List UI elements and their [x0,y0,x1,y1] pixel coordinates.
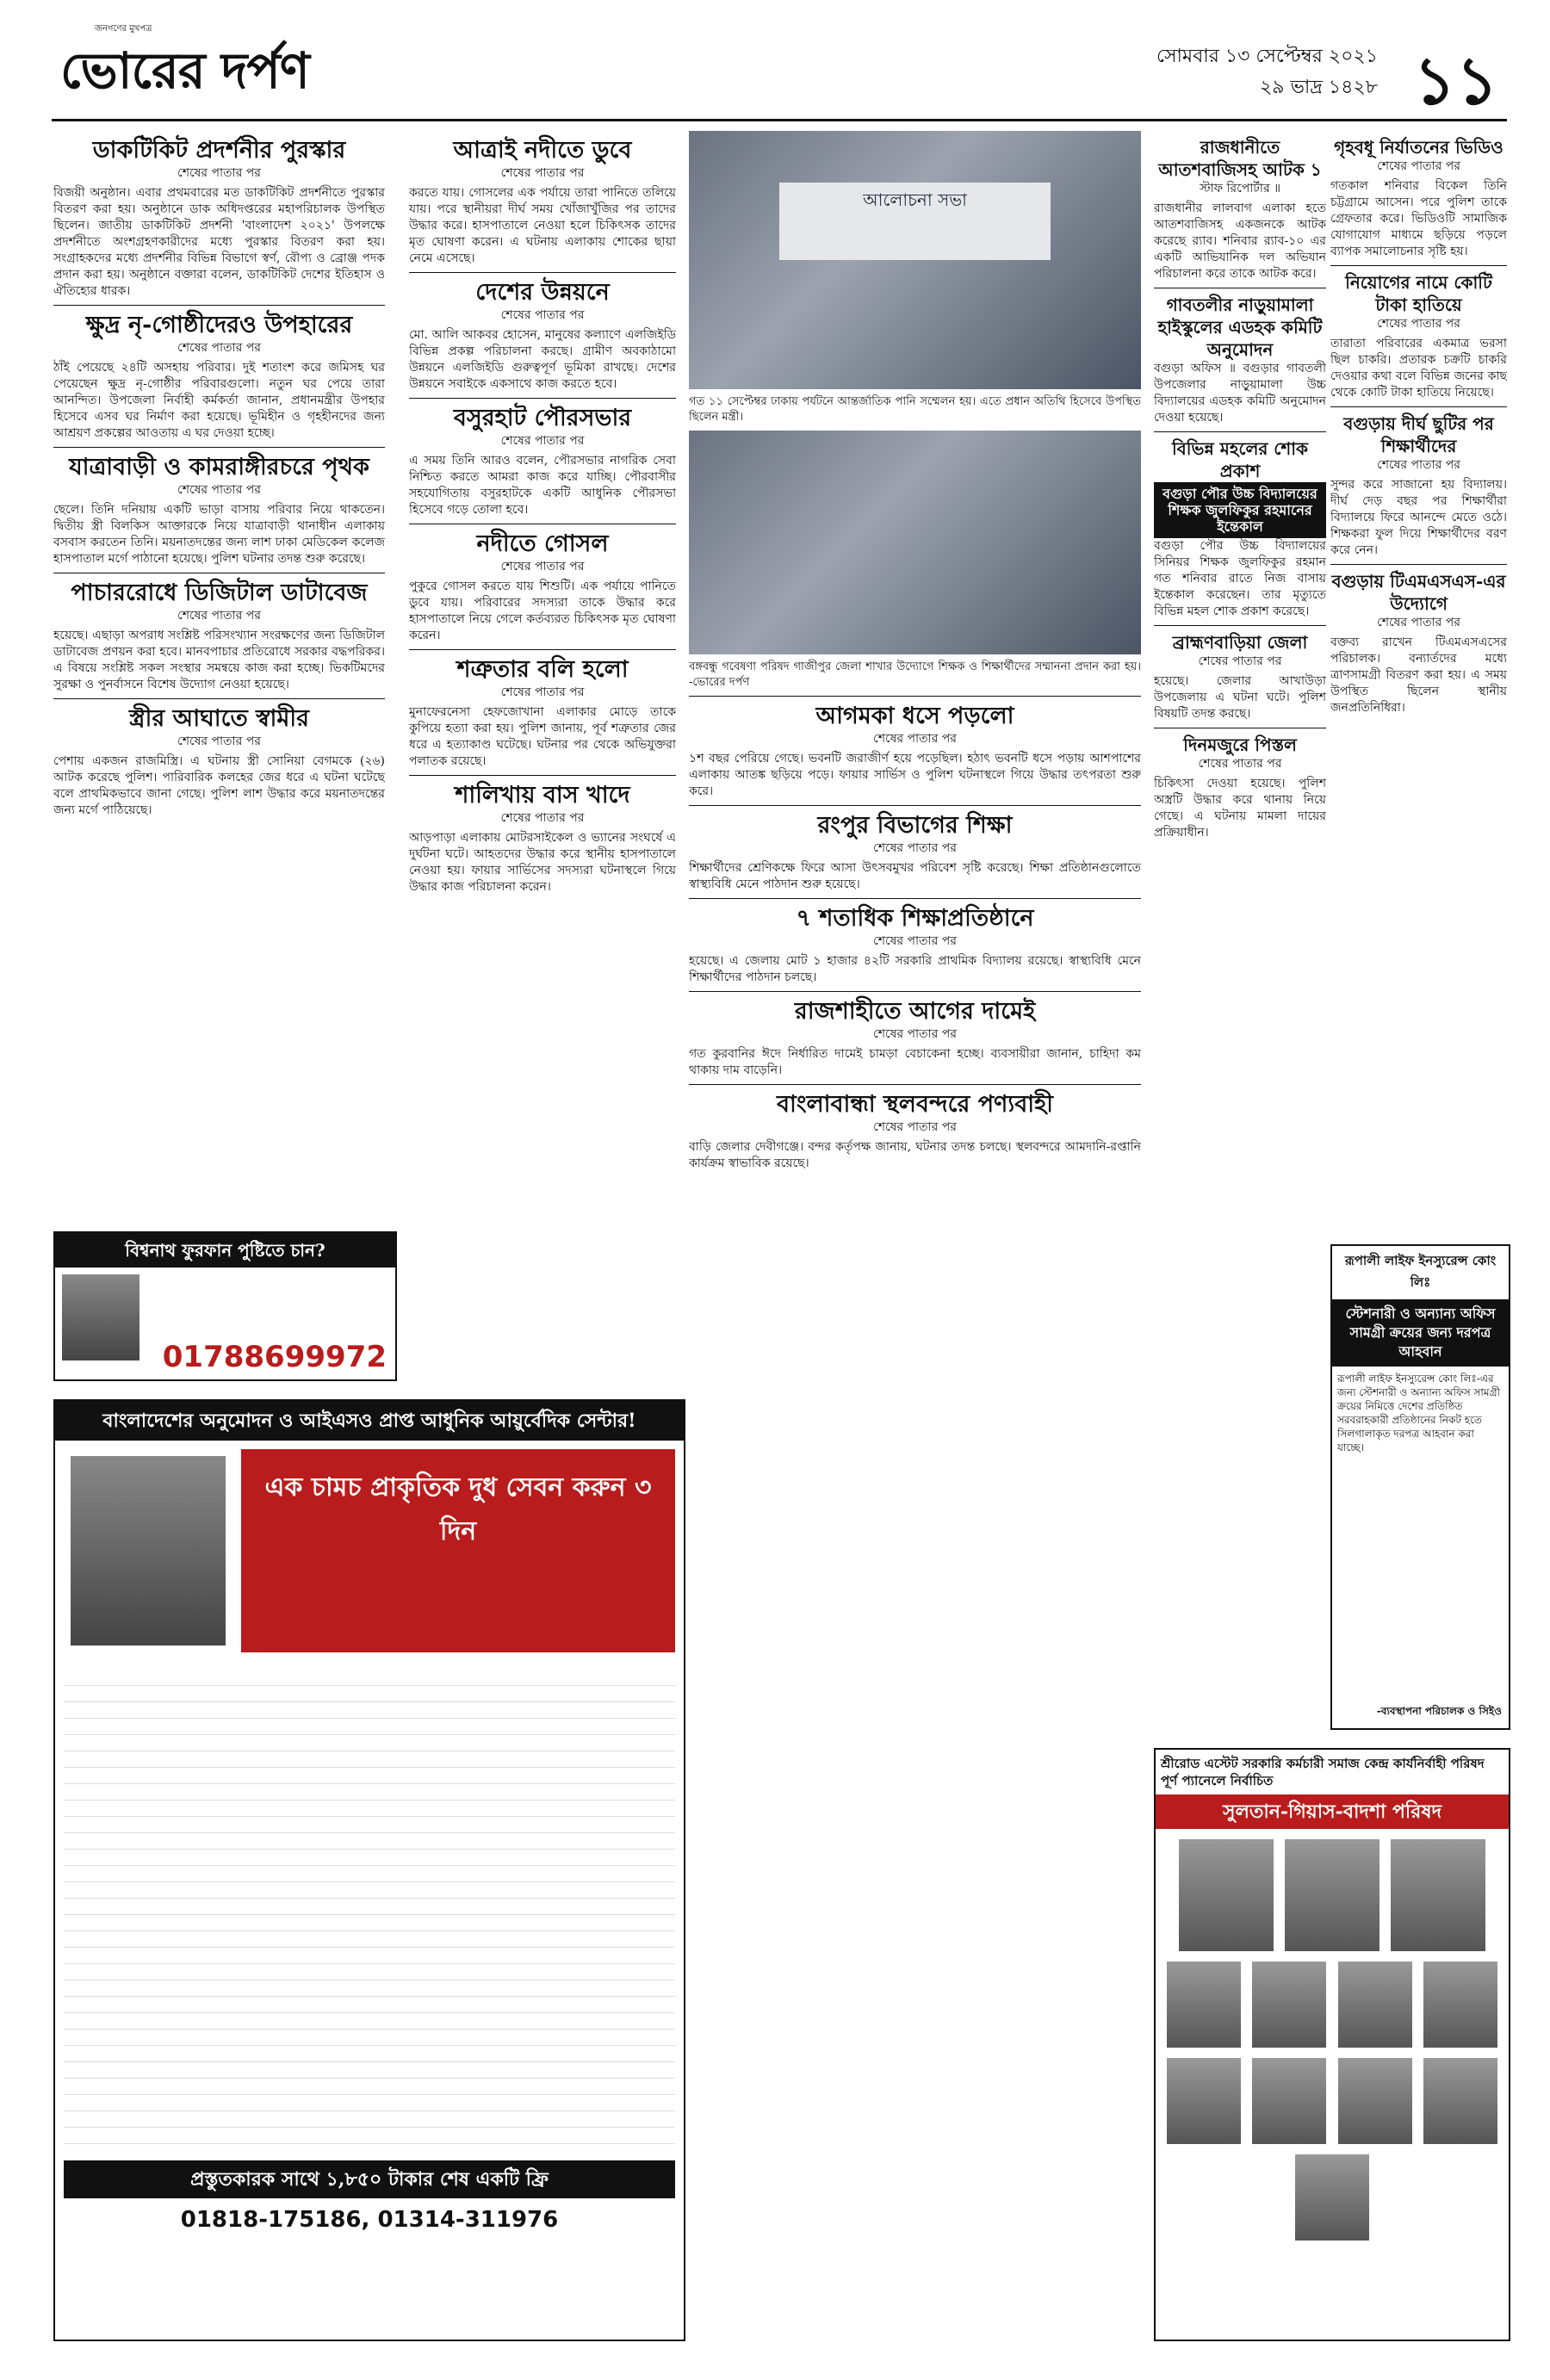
column-1 [53,131,385,1224]
divider [689,898,1141,899]
headline: ক্ষুদ্র নৃ-গোষ্ঠীদেরও উপহারের [85,312,353,338]
photo-banner: আলোচনা সভা [779,183,1051,260]
headline: ডাকটিকিট প্রদর্শনীর পুরস্কার [92,137,346,164]
column-5-text [1330,131,1507,1233]
ad-footer: -ব্যবস্থাপনা পরিচালক ও সিইও [1376,1705,1502,1717]
article-body: হয়েছে। জেলার আখাউড়া উপজেলায় এ ঘটনা ঘটে। পুলিশ বিষয়টি তদন্ত করছে। [1154,674,1326,721]
article-body: হয়েছে। এছাড়া অপরাধ সংশ্লিষ্ট পরিসংখ্যান সংরক্ষণের জন্য ডিজিটাল ডাটাবেজ প্রণয়ন করা হবে। মানবপাচার প্রতিরোধে সরকার বদ্ধপরিকর। এ বিষয়ে সংশ্লিষ্ট সকল সংস্থার সমন্বয়ে কাজ করা হচ্ছে। ভিকটিমদের সুরক্ষা ও পুনর্বাসনে বিশেষ উদ্যোগ নেওয়া হয়েছে। [53,629,385,691]
ad-text-block [64,1670,675,2152]
article-body: গত কুরবানির ঈদে নির্ধারিত দামেই চামড়া বেচাকেনা হচ্ছে। ব্যবসায়ীরা জানান, চাহিদা কম থাকায় দাম বাড়েনি। [689,1047,1141,1077]
continuation: শেষের পাতার পর [177,609,261,623]
headline: স্ত্রীর আঘাতে স্বামীর [129,705,309,732]
article-body: ঠাঁই পেয়েছে ২৪টি অসহায় পরিবার। দুই শতাংশ করে জমিসহ ঘর পেয়েছেন ক্ষুদ্র নৃ-গোষ্ঠীর পরিবারগুলো। নতুন ঘর পেয়ে তারা আনন্দিত। উপজেলা নির্বাহী কর্মকর্তা জানান, প্রধানমন্ত্রীর উপহার হিসেবে এসব ঘর নির্মাণ করা হয়েছে। ভূমিহীন ও গৃহহীনদের জন্য আশ্রয়ণ প্রকল্পের আওতায় এ ঘর দেওয়া হচ্ছে। [53,361,385,440]
article-body: ১শ বছর পেরিয়ে গেছে। ভবনটি জরাজীর্ণ হয়ে পড়েছিল। হঠাৎ ভবনটি ধসে পড়ায় আশপাশের এলাকায় আতঙ্ক ছড়িয়ে পড়ে। ফায়ার সার্ভিস ও পুলিশ ঘটনাস্থলে গিয়ে উদ্ধার তৎপরতা শুরু করে। [689,752,1141,798]
article-body: শিক্ষার্থীদের শ্রেণিকক্ষে ফিরে আসা উৎসবমুখর পরিবেশ সৃষ্টি করেছে। শিক্ষা প্রতিষ্ঠানগুলোতে স্বাস্থ্যবিধি মেনে পাঠদান শুরু হয়েছে। [689,861,1141,891]
continuation: শেষের পাতার পর [177,734,261,748]
logo-tagline: জনগণের মুখপত্র [95,24,152,34]
candidate-photo [1167,2058,1241,2144]
candidate-photo [1338,1962,1412,2048]
continuation: শেষের পাতার পর [1377,159,1460,173]
article-body: এ সময় তিনি আরও বলেন, পৌরসভার নাগরিক সেবা নিশ্চিত করতে আমরা কাজ করে যাচ্ছি। পৌরবাসীর সহযোগিতায় বসুরহাটকে একটি আধুনিক পৌরসভা হিসেবে গড়ে তোলা হবে। [409,454,676,517]
article-body: বক্তব্য রাখেন টিএমএসএসের পরিচালক। বন্যার্তদের মধ্যে ত্রাণসামগ্রী বিতরণ করা হয়। এ সময় উপস্থিত ছিলেন স্থানীয় জনপ্রতিনিধিরা। [1330,635,1507,715]
divider [1330,265,1507,266]
headline: দিনমজুরে পিস্তল [1183,734,1297,755]
continuation: শেষের পাতার পর [500,560,585,573]
article-body: সুন্দর করে সাজানো হয় বিদ্যালয়। দীর্ঘ দেড় বছর পর শিক্ষার্থীরা বিদ্যালয়ে ফিরে আনন্দে মেতে ওঠে। শিক্ষকরা ফুল দিয়ে শিক্ষার্থীদের বরণ করে নেন। [1330,478,1507,557]
candidate-photo [1285,1839,1380,1951]
ad-title: বাংলাদেশের অনুমোদন ও আইএসও প্রাপ্ত আধুনিক আয়ুর্বেদিক সেন্টার! [55,1401,684,1441]
continuation: শেষের পাতার পর [873,934,957,948]
headline: শালিখায় বাস খাদে [455,782,630,809]
divider [689,696,1141,697]
candidate-photo [1391,1839,1485,1951]
headline: ৭ শতাধিক শিক্ষাপ্রতিষ্ঠানে [796,905,1034,932]
ad-nutrition [53,1231,397,1381]
article-body: পেশায় একজন রাজমিস্ত্রি। এ ঘটনায় স্ত্রী সোনিয়া বেগমকে (২৬) আটক করেছে পুলিশ। পারিবারিক কলহের জের ধরে এ ঘটনা ঘটেছে বলে প্রাথমিকভাবে জানা গেছে। পুলিশ লাশ উদ্ধার করে ময়নাতদন্তের জন্য মর্গে পাঠিয়েছে। [53,754,385,817]
ad-footer: প্রস্তুতকারক সাথে ১,৮৫০ টাকার শেষ একটি ফ্রি [64,2160,675,2198]
headline: বিভিন্ন মহলের শোক প্রকাশ [1171,438,1309,481]
headline: দেশের উন্নয়নে [475,279,610,306]
ad-banner: সুলতান-গিয়াস-বাদশা পরিষদ [1156,1794,1509,1829]
continuation: শেষের পাতার পর [1377,458,1460,472]
headline: আত্রাই নদীতে ডুবে [453,137,632,164]
article-body: বগুড়া অফিস ॥ বগুড়ার গাবতলী উপজেলার নাড়ুয়ামালা উচ্চ বিদ্যালয়ের এডহক কমিটি অনুমোদন দেওয়া হয়েছে। [1154,362,1326,425]
article-body: বাড়ি জেলার দেবীগঞ্জে। বন্দর কর্তৃপক্ষ জানায়, ঘটনার তদন্ত চলছে। স্থলবন্দরে আমদানি-রপ্তানি কার্যক্রম স্বাভাবিক রয়েছে। [689,1140,1141,1170]
headline: রাজশাহীতে আগের দামেই [794,998,1036,1025]
headline: রংপুর বিভাগের শিক্ষা [817,812,1013,839]
article-body: মুনাফেরনেসা হেফজোখানা এলাকার মোড়ে তাকে কুপিয়ে হত্যা করা হয়। পুলিশ জানায়, পূর্ব শত্রুতার জের ধরে এ হত্যাকাণ্ড ঘটেছে। ঘটনার পর থেকে অভিযুক্তরা পলাতক রয়েছে। [409,705,676,768]
headline: আগমকা ধসে পড়লো [815,703,1014,729]
article-body: হয়েছে। এ জেলায় মোট ১ হাজার ৪২টি সরকারি প্রাথমিক বিদ্যালয় রয়েছে। স্বাস্থ্যবিধি মেনে শিক্ষার্থীদের পাঠদান চলছে। [689,954,1141,984]
divider [1330,564,1507,565]
divider [53,305,385,306]
date-bengali: ২৯ ভাদ্র ১৪২৮ [1259,77,1378,98]
headline: ব্রাহ্মণবাড়িয়া জেলা [1172,632,1308,653]
continuation: শেষের পাতার পর [500,434,585,448]
candidate-photo [1252,2058,1326,2144]
continuation: শেষের পাতার পর [873,841,957,855]
column-2 [409,131,676,1440]
divider [409,272,676,273]
headline: বাংলাবান্ধা স্থলবন্দরে পণ্যবাহী [777,1091,1053,1118]
ad-phone: 01788699972 [162,1340,387,1374]
divider [53,447,385,448]
byline: স্টাফ রিপোর্টার ॥ [1199,182,1281,195]
article-body: চিকিৎসা দেওয়া হয়েছে। পুলিশ অস্ত্রটি উদ্ধার করে থানায় নিয়ে গেছে। এ ঘটনায় মামলা দায়ের প্রক্রিয়াধীন। [1154,777,1326,840]
sub-headline: বগুড়া পৌর উচ্চ বিদ্যালয়ের শিক্ষক জুলফিকুর রহমানের ইন্তেকাল [1154,482,1326,538]
continuation: শেষের পাতার পর [500,685,585,699]
divider [409,775,676,776]
candidate-photo [1252,1962,1326,2048]
article-body: গতকাল শনিবার বিকেল তিনি চট্টগ্রামে আসেন। পরে পুলিশ তাকে গ্রেফতার করে। ভিডিওটি সামাজিক যোগাযোগ মাধ্যমে ছড়িয়ে পড়লে ব্যাপক সমালোচনার সৃষ্টি হয়। [1330,179,1507,258]
candidate-photo [1179,1839,1274,1951]
article-body: রাজধানীর লালবাগ এলাকা হতে আতশবাজিসহ একজনকে আটক করেছে র‍্যাব। শনিবার র‍্যাব-১০ এর একটি আভিযানিক দল অভিযান পরিচালনা করে তাকে আটক করে। [1154,201,1326,281]
continuation: শেষের পাতার পর [873,1027,957,1041]
column-3 [689,131,1141,2335]
ad-title: বিশ্বনাথ ফুরফান পুষ্টিতে চান? [55,1233,395,1267]
article-body: মো. আলি আকবর হোসেন, মানুষের কল্যাণে এলজিইডি বিভিন্ন প্রকল্প পরিচালনা করছে। গ্রামীণ অবকাঠামো উন্নয়নে এলজিইডি গুরুত্বপূর্ণ ভূমিকা রাখছে। দেশের উন্নয়নে সবাইকে একসাথে কাজ করতে হবে। [409,328,676,391]
continuation: শেষের পাতার পর [1377,317,1460,331]
logo-text: ভোরের দর্পণ [60,41,309,100]
dateline [1156,41,1378,103]
continuation: শেষের পাতার পর [177,341,261,355]
ad-subtitle: এক চামচ প্রাকৃতিক দুধ সেবন করুন ৩ দিন [241,1449,675,1652]
page-number: ১১ [1413,42,1498,119]
article-body: বিজয়ী অনুষ্ঠান। এবার প্রথমবারের মত ডাকটিকিট প্রদর্শনীতে পুরস্কার বিতরণ করা হয়। অনুষ্ঠানে ডাক অধিদপ্তরের মহাপরিচালক উপস্থিত ছিলেন। জাতীয় ডাকটিকিট প্রদর্শনী 'বাংলাদেশ ২০২১' উপলক্ষে প্রদর্শনীতে অংশগ্রহণকারীদের মধ্যে পুরস্কার বিতরণ করা হয়। সংগ্রাহকদের মধ্যে প্রদর্শনীর বিভিন্ন বিভাগে স্বর্ণ, রৌপ্য ও ব্রোঞ্জ পদক প্রদান করা হয়। অনুষ্ঠানে বক্তারা বলেন, ডাকটিকিট দেশের ইতিহাস ও ঐতিহ্যের ধারক। [53,186,385,298]
continuation: শেষের পাতার পর [873,732,957,746]
candidate-photo [1423,1962,1497,2048]
ad-election-panel [1154,1748,1510,2341]
news-photo [689,131,1141,389]
ad-phone: 01818-175186, 01314-311976 [180,2207,559,2233]
headline: পাচাররোধে ডিজিটাল ডাটাবেজ [71,580,368,606]
ad-title: শ্রীরোড এস্টেট সরকারি কর্মচারী সমাজ কেন্দ্র কার্যনির্বাহী পরিষদ পূর্ণ প্যানেলে নির্বাচিত [1161,1756,1485,1788]
divider [689,805,1141,806]
divider [409,398,676,399]
ad-body: রূপালী লাইফ ইনস্যুরেন্স কোং লিঃ-এর জন্য স্টেশনারী ও অন্যান্য অফিস সামগ্রী ক্রয়ের নিমিত্তে দেশের প্রতিষ্ঠিত সরবরাহকারী প্রতিষ্ঠানের নিকট হতে সিলগালাকৃত দরপত্র আহবান করা যাচ্ছে। [1337,1373,1500,1453]
article-body: আড়পাড়া এলাকায় মোটরসাইকেল ও ভ্যানের সংঘর্ষে এ দুর্ঘটনা ঘটে। আহতদের উদ্ধার করে স্থানীয় হাসপাতালে নেওয়া হয়। ফায়ার সার্ভিসের সদস্যরা ঘটনাস্থলে গিয়ে উদ্ধার কাজ পরিচালনা করেন। [409,831,676,894]
ad-body [55,1441,684,1661]
ad-image [71,1456,226,1646]
headline: নিয়োগের নামে কোটি টাকা হাতিয়ে [1345,272,1492,315]
newspaper-logo [60,24,309,116]
continuation: শেষের পাতার পর [1198,654,1282,668]
ad-title: স্টেশনারী ও অন্যান্য অফিস সামগ্রী ক্রয়ের জন্য দরপত্র আহবান [1332,1299,1509,1367]
continuation: শেষের পাতার পর [500,308,585,322]
divider [689,991,1141,992]
date-gregorian: সোমবার ১৩ সেপ্টেম্বর ২০২১ [1156,46,1378,67]
article-body: ছেলে। তিনি দনিয়ায় একটি ভাড়া বাসায় পরিবার নিয়ে থাকতেন। দ্বিতীয় স্ত্রী বিলকিস আক্তারকে নিয়ে যাত্রাবাড়ী থানাধীন এলাকায় বসবাস করতেন তিনি। ময়নাতদন্তের জন্য লাশ ঢাকা মেডিকেল কলেজ হাসপাতাল মর্গে পাঠানো হয়েছে। পুলিশ ঘটনার তদন্ত শুরু করেছে। [53,503,385,566]
headline: বগুড়ায় দীর্ঘ ছুটির পর শিক্ষার্থীদের [1343,413,1494,456]
continuation: শেষের পাতার পর [1377,616,1460,629]
candidate-photo [1167,1962,1241,2048]
headline: গৃহবধূ নির্যাতনের ভিডিও [1334,137,1504,158]
continuation: শেষের পাতার পর [500,166,585,180]
photo-caption: বঙ্গবন্ধু গবেষণা পরিষদ গাজীপুর জেলা শাখার উদ্যোগে শিক্ষক ও শিক্ষার্থীদের সম্মাননা প্রদান করা হয়। -ভোরের দর্পণ [689,660,1141,689]
continuation: শেষের পাতার পর [177,166,261,180]
headline: বসুরহাট পৌরসভার [453,405,632,431]
article-body: বগুড়া পৌর উচ্চ বিদ্যালয়ের সিনিয়র শিক্ষক জুলফিকুর রহমান গত শনিবার রাতে নিজ বাসায় ইন্তেকাল করেছেন। তার মৃত্যুতে বিভিন্ন মহল শোক প্রকাশ করেছে। [1154,539,1326,618]
ad-ayurvedic [53,1399,685,2341]
article-body: তারাতা পরিবারের একমাত্র ভরসা ছিল চাকরি। প্রতারক চক্রটি চাকরি দেওয়ার কথা বলে বিভিন্ন জনের কাছ থেকে কোটি টাকা হাতিয়ে নিয়েছে। [1330,337,1507,400]
continuation: শেষের পাতার পর [873,1120,957,1134]
ad-company: রূপালী লাইফ ইনস্যুরেন্স কোং লিঃ [1344,1253,1497,1290]
candidate-photo [1338,2058,1412,2144]
divider [689,1084,1141,1085]
photo-caption: গত ১১ সেপ্টেম্বর ঢাকায় পর্যটনে আন্তর্জাতিক পানি সম্মেলন হয়। এতে প্রধান অতিথি হিসেবে উপস্থিত ছিলেন মন্ত্রী। [689,395,1141,424]
masthead [52,24,1507,121]
headline: শত্রুতার বলি হলো [456,656,629,683]
divider [53,698,385,699]
continuation: শেষের পাতার পর [500,811,585,825]
headline: গাবতলীর নাড়ুয়ামালা হাইস্কুলের এডহক কমিটি অনুমোদন [1157,294,1323,360]
divider [1330,406,1507,407]
headline: রাজধানীতে আতশবাজিসহ আটক ১ [1158,137,1322,180]
ad-image [62,1274,140,1360]
article-body: পুকুরে গোসল করতে যায় শিশুটি। এক পর্যায়ে পানিতে ডুবে যায়। পরিবারের সদস্যরা তাকে উদ্ধার করে হাসপাতালে নিয়ে গেলে কর্তব্যরত চিকিৎসক মৃত ঘোষণা করেন। [409,580,676,642]
continuation: শেষের পাতার পর [1198,757,1282,771]
news-photo [689,431,1141,654]
headline: যাত্রাবাড়ী ও কামরাঙ্গীরচরে পৃথক [69,454,369,480]
candidate-photos [1156,1829,1509,2251]
candidate-photo [1295,2154,1369,2241]
candidate-photo [1423,2058,1497,2144]
headline: বগুড়ায় টিএমএসএস-এর উদ্যোগে [1331,571,1506,614]
ad-rupali-life [1330,1244,1510,1730]
divider [409,649,676,650]
article-body: করতে যায়। গোসলের এক পর্যায়ে তারা পানিতে তলিয়ে যায়। পরে স্থানীয়রা দীর্ঘ সময় খোঁজাখুঁজির পর তাদের উদ্ধার করে। হাসপাতালে নেওয়া হলে চিকিৎসক তাদের মৃত ঘোষণা করেন। এ ঘটনায় এলাকায় শোকের ছায়া নেমে এসেছে। [409,186,676,265]
headline: নদীতে গোসল [476,530,609,557]
continuation: শেষের পাতার পর [177,483,261,497]
